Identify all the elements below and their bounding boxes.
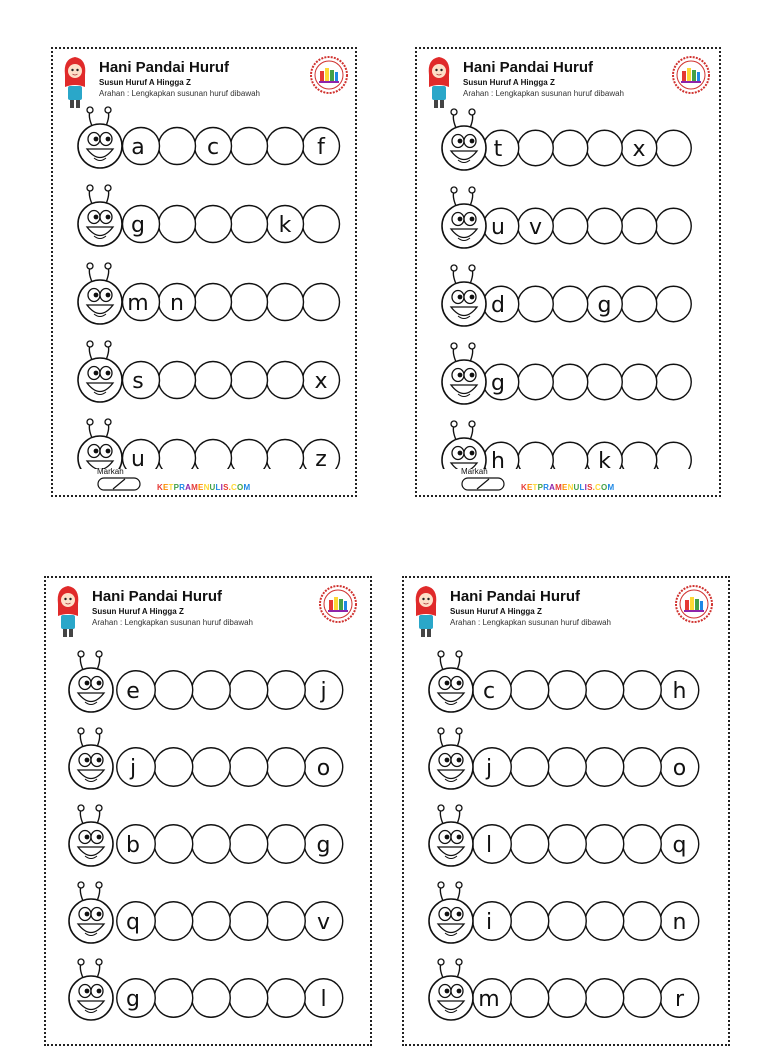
blank-letter-circle[interactable] — [267, 128, 304, 165]
worksheet-card-4 — [402, 576, 730, 1046]
letter-text: g — [597, 293, 612, 318]
worksheet-instruction: Arahan : Lengkapkan susunan huruf dibawah — [92, 618, 254, 627]
blank-letter-circle[interactable] — [229, 671, 268, 710]
caterpillar-head-icon — [78, 107, 122, 168]
blank-letter-circle[interactable] — [548, 748, 587, 787]
caterpillar-row — [429, 805, 699, 866]
letter-text: q — [672, 833, 687, 858]
caterpillar-row — [442, 421, 691, 469]
caterpillar-head-icon — [78, 263, 122, 324]
letter-text: g — [131, 213, 145, 238]
letter-text: m — [127, 291, 149, 316]
blank-letter-circle[interactable] — [231, 362, 268, 399]
letter-text: x — [314, 369, 328, 394]
blank-letter-circle[interactable] — [231, 284, 268, 321]
blank-letter-circle[interactable] — [548, 671, 587, 710]
blank-letter-circle[interactable] — [623, 825, 662, 864]
worksheet-card-1 — [51, 47, 357, 497]
worksheet-subtitle: Susun Huruf A Hingga Z — [463, 78, 555, 87]
letter-text: g — [491, 371, 505, 396]
blank-letter-circle[interactable] — [195, 440, 232, 470]
caterpillar-row — [69, 882, 343, 943]
blank-letter-circle[interactable] — [195, 362, 232, 399]
letter-text: d — [491, 293, 505, 318]
blank-letter-circle[interactable] — [192, 825, 231, 864]
caterpillar-head-icon — [69, 651, 113, 712]
letter-text: i — [485, 910, 493, 935]
letter-text: b — [126, 833, 140, 858]
blank-letter-circle[interactable] — [267, 671, 306, 710]
blank-letter-circle[interactable] — [154, 748, 193, 787]
caterpillar-rows — [46, 578, 374, 1026]
caterpillar-head-icon — [78, 341, 122, 402]
caterpillar-head-icon — [442, 265, 486, 326]
blank-letter-circle[interactable] — [229, 825, 268, 864]
blank-letter-circle[interactable] — [621, 286, 657, 322]
blank-letter-circle[interactable] — [192, 748, 231, 787]
blank-letter-circle[interactable] — [192, 902, 231, 941]
markah-label: Markah — [461, 467, 488, 476]
letter-text: h — [491, 449, 505, 469]
caterpillar-head-icon — [442, 109, 486, 170]
blank-letter-circle[interactable] — [159, 362, 196, 399]
blank-letter-circle[interactable] — [510, 671, 549, 710]
caterpillar-rows — [417, 49, 723, 469]
blank-letter-circle[interactable] — [548, 979, 587, 1018]
letter-text: c — [206, 135, 220, 160]
letter-text: x — [632, 137, 646, 162]
blank-letter-circle[interactable] — [552, 442, 588, 469]
worksheet-card-2 — [415, 47, 721, 497]
caterpillar-row — [429, 728, 699, 789]
blank-letter-circle[interactable] — [518, 130, 554, 166]
blank-letter-circle[interactable] — [585, 748, 624, 787]
caterpillar-head-icon — [442, 343, 486, 404]
letter-text: n — [170, 291, 184, 316]
letter-text: g — [316, 833, 331, 858]
blank-letter-circle[interactable] — [159, 128, 196, 165]
letter-text: l — [320, 987, 327, 1012]
caterpillar-head-icon — [69, 728, 113, 789]
letter-text: h — [672, 679, 687, 704]
worksheet-subtitle: Susun Huruf A Hingga Z — [450, 607, 542, 616]
blank-letter-circle[interactable] — [552, 208, 588, 244]
caterpillar-head-icon — [429, 651, 473, 712]
blank-letter-circle[interactable] — [518, 442, 554, 469]
caterpillar-row — [69, 728, 343, 789]
caterpillar-row — [442, 109, 691, 170]
blank-letter-circle[interactable] — [548, 825, 587, 864]
blank-letter-circle[interactable] — [229, 979, 268, 1018]
caterpillar-row — [78, 341, 340, 402]
blank-letter-circle[interactable] — [192, 979, 231, 1018]
blank-letter-circle[interactable] — [623, 902, 662, 941]
blank-letter-circle[interactable] — [195, 206, 232, 243]
letter-text: o — [316, 756, 331, 781]
blank-letter-circle[interactable] — [267, 748, 306, 787]
blank-letter-circle[interactable] — [510, 979, 549, 1018]
blank-letter-circle[interactable] — [267, 825, 306, 864]
blank-letter-circle[interactable] — [154, 671, 193, 710]
caterpillar-head-icon — [442, 421, 486, 469]
blank-letter-circle[interactable] — [154, 902, 193, 941]
caterpillar-head-icon — [429, 959, 473, 1020]
letter-text: j — [129, 756, 137, 781]
blank-letter-circle[interactable] — [231, 440, 268, 470]
caterpillar-row — [429, 882, 699, 943]
caterpillar-rows — [404, 578, 732, 1026]
blank-letter-circle[interactable] — [510, 748, 549, 787]
markah-score-icon — [97, 477, 141, 491]
caterpillar-head-icon — [429, 805, 473, 866]
blank-letter-circle[interactable] — [548, 902, 587, 941]
caterpillar-rows — [53, 49, 359, 469]
brand-label: KETPRAMENULIS.COM — [157, 483, 251, 492]
blank-letter-circle[interactable] — [585, 902, 624, 941]
caterpillar-head-icon — [69, 882, 113, 943]
caterpillar-head-icon — [429, 728, 473, 789]
caterpillar-head-icon — [429, 882, 473, 943]
blank-letter-circle[interactable] — [656, 442, 692, 469]
letter-text: s — [132, 369, 144, 394]
blank-letter-circle[interactable] — [510, 825, 549, 864]
worksheet-instruction: Arahan : Lengkapkan susunan huruf dibawah — [463, 89, 625, 98]
blank-letter-circle[interactable] — [623, 671, 662, 710]
letter-text: v — [316, 910, 331, 935]
blank-letter-circle[interactable] — [192, 671, 231, 710]
blank-letter-circle[interactable] — [154, 979, 193, 1018]
letter-text: o — [672, 756, 687, 781]
blank-letter-circle[interactable] — [267, 902, 306, 941]
worksheet-subtitle: Susun Huruf A Hingga Z — [92, 607, 184, 616]
blank-letter-circle[interactable] — [621, 364, 657, 400]
blank-letter-circle[interactable] — [656, 130, 692, 166]
letter-text: t — [493, 137, 503, 162]
letter-text: u — [131, 447, 145, 469]
worksheet-card-3 — [44, 576, 372, 1046]
blank-letter-circle[interactable] — [623, 979, 662, 1018]
caterpillar-row — [78, 263, 340, 324]
letter-text: j — [320, 679, 327, 704]
blank-letter-circle[interactable] — [267, 440, 304, 470]
letter-text: u — [491, 215, 505, 240]
blank-letter-circle[interactable] — [303, 206, 340, 243]
caterpillar-row — [78, 107, 340, 168]
letter-text: n — [672, 910, 687, 935]
blank-letter-circle[interactable] — [587, 208, 623, 244]
blank-letter-circle[interactable] — [267, 979, 306, 1018]
worksheet-instruction: Arahan : Lengkapkan susunan huruf dibawah — [450, 618, 612, 627]
blank-letter-circle[interactable] — [585, 825, 624, 864]
blank-letter-circle[interactable] — [229, 748, 268, 787]
caterpillar-head-icon — [69, 959, 113, 1020]
blank-letter-circle[interactable] — [552, 286, 588, 322]
blank-letter-circle[interactable] — [231, 206, 268, 243]
blank-letter-circle[interactable] — [585, 671, 624, 710]
blank-letter-circle[interactable] — [159, 440, 196, 470]
letter-text: f — [317, 135, 325, 160]
markah-score-icon — [461, 477, 505, 491]
markah-label: Markah — [97, 467, 124, 476]
blank-letter-circle[interactable] — [159, 206, 196, 243]
letter-text: l — [485, 833, 493, 858]
brand-text — [521, 483, 614, 492]
worksheet-title: Hani Pandai Huruf — [92, 588, 223, 605]
caterpillar-head-icon — [69, 805, 113, 866]
blank-letter-circle[interactable] — [518, 364, 554, 400]
caterpillar-head-icon — [78, 185, 122, 246]
letter-text: g — [126, 987, 140, 1012]
caterpillar-head-icon — [442, 187, 486, 248]
blank-letter-circle[interactable] — [231, 128, 268, 165]
caterpillar-row — [442, 187, 691, 248]
letter-text: r — [674, 987, 685, 1012]
blank-letter-circle[interactable] — [267, 284, 304, 321]
letter-text: a — [131, 135, 145, 160]
blank-letter-circle[interactable] — [195, 284, 232, 321]
caterpillar-row — [78, 185, 340, 246]
blank-letter-circle[interactable] — [656, 208, 692, 244]
blank-letter-circle[interactable] — [587, 364, 623, 400]
caterpillar-row — [69, 651, 343, 712]
brand-text — [157, 483, 250, 492]
caterpillar-row — [69, 959, 343, 1020]
letter-text: j — [485, 756, 493, 781]
blank-letter-circle[interactable] — [585, 979, 624, 1018]
blank-letter-circle[interactable] — [510, 902, 549, 941]
blank-letter-circle[interactable] — [154, 825, 193, 864]
blank-letter-circle[interactable] — [552, 130, 588, 166]
letter-text: z — [315, 447, 327, 469]
letter-text: e — [126, 679, 140, 704]
worksheet-title: Hani Pandai Huruf — [463, 59, 594, 76]
blank-letter-circle[interactable] — [623, 748, 662, 787]
caterpillar-row — [429, 651, 699, 712]
worksheet-instruction: Arahan : Lengkapkan susunan huruf dibawah — [99, 89, 261, 98]
blank-letter-circle[interactable] — [229, 902, 268, 941]
worksheet-subtitle: Susun Huruf A Hingga Z — [99, 78, 191, 87]
blank-letter-circle[interactable] — [656, 364, 692, 400]
blank-letter-circle[interactable] — [518, 286, 554, 322]
caterpillar-row — [429, 959, 699, 1020]
caterpillar-row — [442, 343, 691, 404]
blank-letter-circle[interactable] — [656, 286, 692, 322]
worksheet-title: Hani Pandai Huruf — [450, 588, 581, 605]
blank-letter-circle[interactable] — [552, 364, 588, 400]
blank-letter-circle[interactable] — [303, 284, 340, 321]
blank-letter-circle[interactable] — [587, 130, 623, 166]
blank-letter-circle[interactable] — [621, 208, 657, 244]
caterpillar-row — [78, 419, 340, 469]
worksheet-title: Hani Pandai Huruf — [99, 59, 230, 76]
letter-text: k — [278, 213, 292, 238]
caterpillar-row — [442, 265, 691, 326]
blank-letter-circle[interactable] — [267, 362, 304, 399]
caterpillar-head-icon — [78, 419, 122, 469]
caterpillar-row — [69, 805, 343, 866]
letter-text: v — [528, 215, 543, 240]
letter-text: k — [598, 449, 611, 469]
letter-text: q — [126, 910, 140, 935]
blank-letter-circle[interactable] — [621, 442, 657, 469]
letter-text: c — [482, 679, 496, 704]
letter-text: m — [478, 987, 500, 1012]
brand-label: KETPRAMENULIS.COM — [521, 483, 615, 492]
